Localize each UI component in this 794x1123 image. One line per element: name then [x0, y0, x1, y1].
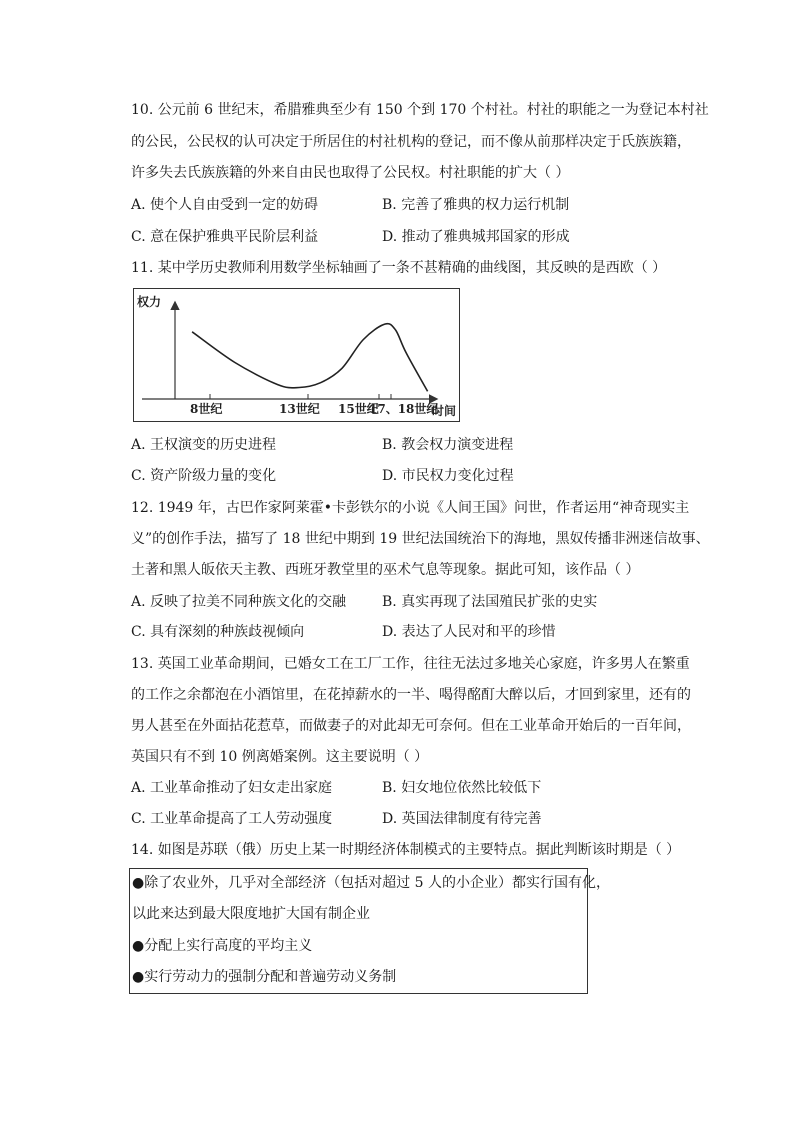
q12-option-c[interactable]: C. 具有深刻的种族歧视倾向 — [131, 624, 305, 640]
q13-stem-line-2: 的工作之余都泡在小酒馆里，在花掉薪水的一半、喝得酩酊大醉以后，才回到家里，还有的 — [131, 687, 691, 703]
chart-svg — [134, 289, 461, 423]
q13-option-a[interactable]: A. 工业革命推动了妇女走出家庭 — [131, 780, 333, 796]
q10-stem-line-2: 的公民，公民权的认可决定于所居住的村社机构的登记，而不像从前那样决定于氏族族籍， — [131, 134, 691, 150]
q13-stem-line-1: 13. 英国工业革命期间，已婚女工在工厂工作，往往无法过多地关心家庭，许多男人在繁重 — [131, 656, 690, 672]
q10-option-c[interactable]: C. 意在保护雅典平民阶层利益 — [131, 229, 319, 245]
x-axis-label: 时间 — [432, 404, 457, 418]
soviet-economy-features-box — [129, 868, 611, 994]
x-tick-label: 8世纪 — [190, 402, 223, 416]
q11-stem: 11. 某中学历史教师利用数学坐标轴画了一条不甚精确的曲线图，其反映的是西欧（ ） — [131, 260, 667, 276]
y-axis-label: 权力 — [137, 295, 162, 309]
q12-option-a[interactable]: A. 反映了拉美不同种族文化的交融 — [131, 594, 347, 610]
power-curve-line — [192, 324, 428, 392]
q10-option-b[interactable]: B. 完善了雅典的权力运行机制 — [382, 197, 570, 213]
feature-line-4: ●实行劳动力的强制分配和普遍劳动义务制 — [132, 969, 397, 985]
q13-stem-line-4: 英国只有不到 10 例离婚案例。这主要说明（ ） — [131, 749, 429, 765]
x-tick-label: 15世纪 — [338, 402, 379, 416]
feature-line-1: ●除了农业外，几乎对全部经济（包括对超过 5 人的小企业）都实行国有化， — [132, 875, 611, 891]
feature-line-2: 以此来达到最大限度地扩大国有制企业 — [132, 906, 370, 922]
q13-option-d[interactable]: D. 英国法律制度有待完善 — [382, 811, 542, 827]
q13-stem-line-3: 男人甚至在外面拈花惹草，而做妻子的对此却无可奈何。但在工业革命开始后的一百年间， — [131, 718, 691, 734]
x-tick-label: 17、18世纪 — [369, 402, 439, 416]
q11-option-a[interactable]: A. 王权演变的历史进程 — [131, 437, 277, 453]
q10-option-d[interactable]: D. 推动了雅典城邦国家的形成 — [382, 229, 570, 245]
q11-option-b[interactable]: B. 教会权力演变进程 — [382, 437, 514, 453]
q13-option-c[interactable]: C. 工业革命提高了工人劳动强度 — [131, 811, 333, 827]
q12-stem-line-1: 12. 1949 年，古巴作家阿莱霍•卡彭铁尔的小说《人间王国》问世，作者运用“神奇现实主 — [131, 500, 690, 516]
q12-option-b[interactable]: B. 真实再现了法国殖民扩张的史实 — [382, 594, 598, 610]
q10-option-a[interactable]: A. 使个人自由受到一定的妨碍 — [131, 197, 319, 213]
feature-line-3: ●分配上实行高度的平均主义 — [132, 938, 313, 954]
q13-option-b[interactable]: B. 妇女地位依然比较低下 — [382, 780, 542, 796]
x-tick-label: 13世纪 — [279, 402, 320, 416]
q11-option-d[interactable]: D. 市民权力变化过程 — [382, 468, 514, 484]
q12-stem-line-2: 义”的创作手法，描写了 18 世纪中期到 19 世纪法国统治下的海地，黑奴传播非洲迷信故事、 — [131, 531, 710, 547]
q10-stem-line-1: 10. 公元前 6 世纪末，希腊雅典至少有 150 个到 170 个村社。村社的职能之一为登记本村社 — [131, 102, 709, 118]
q10-stem-line-3: 许多失去氏族族籍的外来自由民也取得了公民权。村社职能的扩大（ ） — [131, 165, 570, 181]
q12-option-d[interactable]: D. 表达了人民对和平的珍惜 — [382, 624, 556, 640]
q14-stem: 14. 如图是苏联（俄）历史上某一时期经济体制模式的主要特点。据此判断该时期是（ ） — [131, 842, 681, 858]
q12-stem-line-3: 土著和黑人皈依天主教、西班牙教堂里的巫术气息等现象。据此可知，该作品（ ） — [131, 562, 640, 578]
power-curve-chart — [133, 288, 460, 422]
q11-option-c[interactable]: C. 资产阶级力量的变化 — [131, 468, 277, 484]
